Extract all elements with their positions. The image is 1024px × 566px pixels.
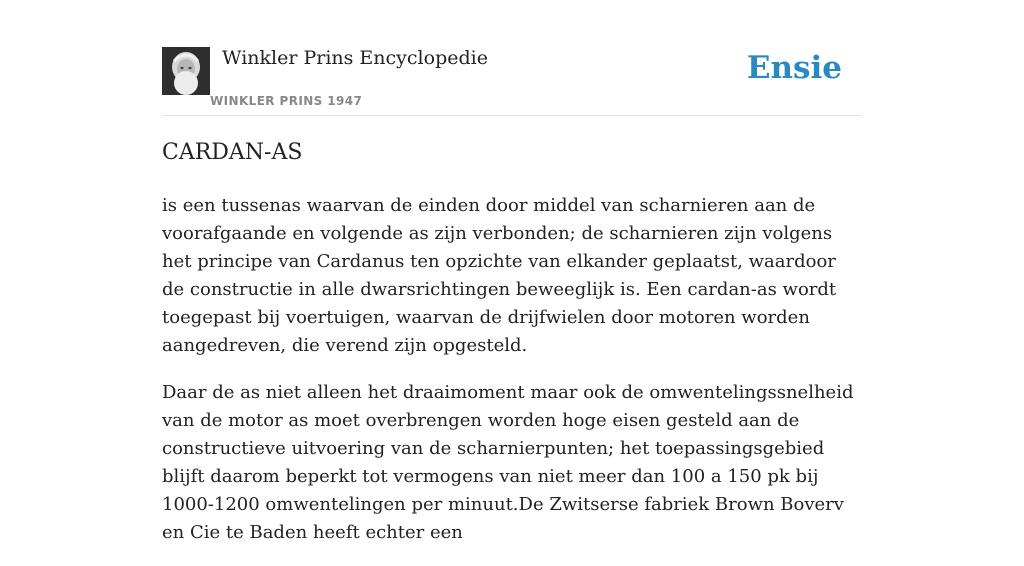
article-title: CARDAN-AS	[162, 140, 303, 165]
source-name[interactable]: Winkler Prins Encyclopedie	[222, 47, 488, 69]
author-avatar[interactable]	[162, 47, 210, 95]
article-body	[162, 192, 862, 566]
brand-logo[interactable]: Ensie	[746, 50, 842, 86]
source-header	[162, 44, 862, 116]
article-paragraph: is een tussenas waarvan de einden door middel van scharnieren aan de voorafgaande en volgende as zijn verbonden; de scharnieren zijn volgens het principe van Cardanus ten opzichte van elkander geplaatst, waardoor de constructie in alle dwarsrichtingen beweeglijk is. Een cardan-as wordt toegepast bij voertuigen, waarvan de drijfwielen door motoren worden aangedreven, die verend zijn opgesteld.	[162, 195, 837, 356]
source-subtitle[interactable]: WINKLER PRINS 1947	[210, 94, 363, 108]
portrait-image	[162, 47, 210, 95]
article-paragraph: Daar de as niet alleen het draaimoment maar ook de omwentelingssnelheid van de motor as moet overbrengen worden hoge eisen gesteld aan de constructieve uitvoering van de scharnierpunten; het toepassingsgebied blijft daarom beperkt tot vermogens van niet meer dan 100 a 150 pk bij 1000-1200 omwentelingen per minuut.De Zwitserse fabriek Brown Boverv en Cie te Baden heeft echter een	[162, 382, 854, 543]
